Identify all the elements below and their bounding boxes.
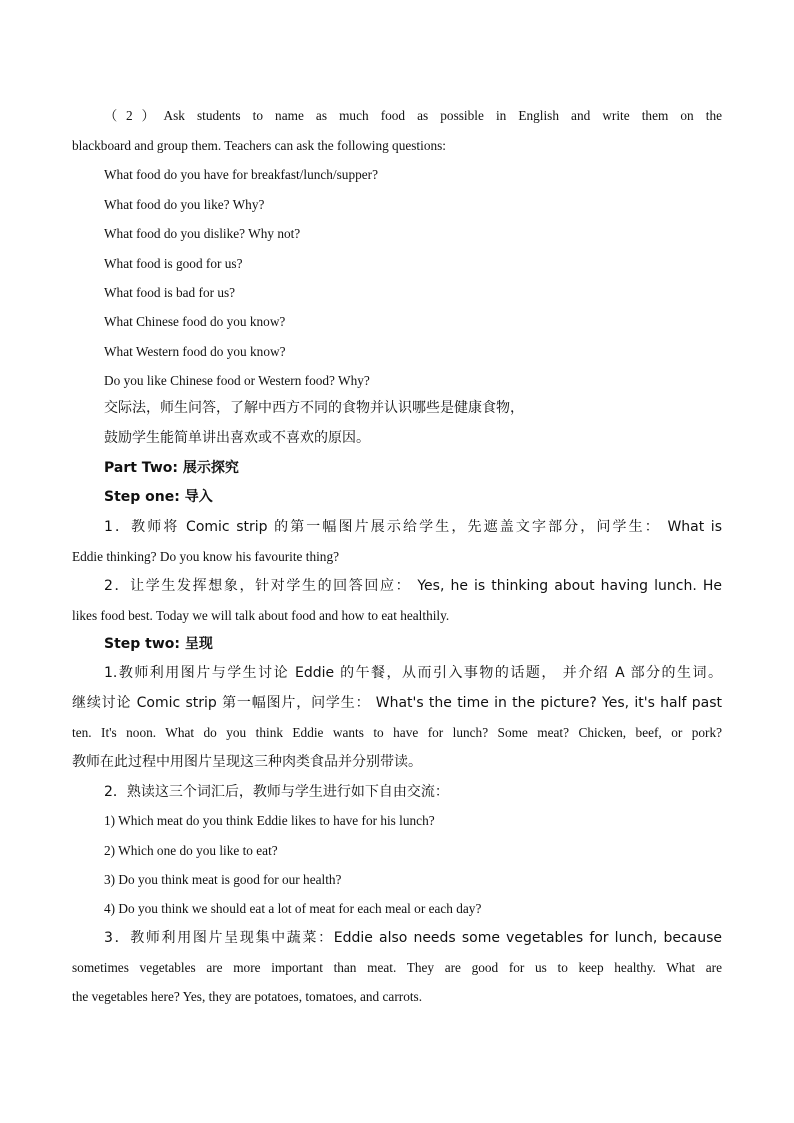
question-line: What Western food do you know?: [104, 344, 286, 359]
list-item: 3) Do you think meat is good for our health?: [104, 872, 342, 887]
list-item: 4) Do you think we should eat a lot of meat for each meal or each day?: [104, 901, 482, 916]
question-line: What food is good for us?: [104, 256, 243, 271]
question-line: Do you like Chinese food or Western food? Why?: [104, 373, 370, 388]
paragraph-line: 继续讨论 Comic strip 第一幅图片，问学生： What's the time in the picture? Yes, it's half past: [72, 695, 722, 711]
paragraph-line: Eddie thinking? Do you know his favourite thing?: [72, 549, 340, 564]
method-note: 交际法，师生问答，了解中西方不同的食物并认识哪些是健康食物，: [104, 400, 524, 416]
paragraph-line: 1．教师将 Comic strip 的第一幅图片展示给学生，先遮盖文字部分，问学生： What is: [104, 519, 722, 535]
question-line: What food do you have for breakfast/lunch/supper?: [104, 167, 378, 182]
paragraph-line: sometimes vegetables are more important than meat. They are good for us to keep healthy. What are: [72, 960, 722, 975]
question-line: What food is bad for us?: [104, 285, 236, 300]
paragraph-line: likes food best. Today we will talk about food and how to eat healthily.: [72, 608, 450, 623]
paragraph-line: 3．教师利用图片呈现集中蔬菜：Eddie also needs some vegetables for lunch, because: [104, 930, 722, 946]
list-item: 1) Which meat do you think Eddie likes to have for his lunch?: [104, 813, 435, 828]
paragraph-line: blackboard and group them. Teachers can ask the following questions:: [72, 138, 446, 153]
question-line: What food do you dislike? Why not?: [104, 226, 301, 241]
section-heading: Part Two: 展示探究: [104, 460, 239, 476]
paragraph-line: the vegetables here? Yes, they are potatoes, tomatoes, and carrots.: [72, 989, 423, 1004]
method-note: 鼓励学生能简单讲出喜欢或不喜欢的原因。: [104, 430, 370, 446]
paragraph-line: 1.教师利用图片与学生讨论 Eddie 的午餐，从而引入事物的话题， 并介绍 A 部分的生词。: [104, 665, 722, 681]
question-line: What Chinese food do you know?: [104, 314, 286, 329]
paragraph-line: 2．熟读这三个词汇后，教师与学生进行如下自由交流：: [104, 784, 449, 800]
paragraph-line: 2．让学生发挥想象，针对学生的回答回应： Yes, he is thinking about having lunch. He: [104, 578, 722, 594]
paragraph-line: 教师在此过程中用图片呈现这三种肉类食品并分别带读。: [72, 754, 422, 770]
step-heading: Step two: 呈现: [104, 636, 213, 652]
list-item: 2) Which one do you like to eat?: [104, 843, 278, 858]
paragraph-line: ten. It's noon. What do you think Eddie wants to have for lunch? Some meat? Chicken, beef, or pork?: [72, 725, 722, 740]
paragraph-line: （2）Ask students to name as much food as possible in English and write them on the: [104, 108, 722, 123]
step-heading: Step one: 导入: [104, 489, 213, 505]
question-line: What food do you like? Why?: [104, 197, 265, 212]
